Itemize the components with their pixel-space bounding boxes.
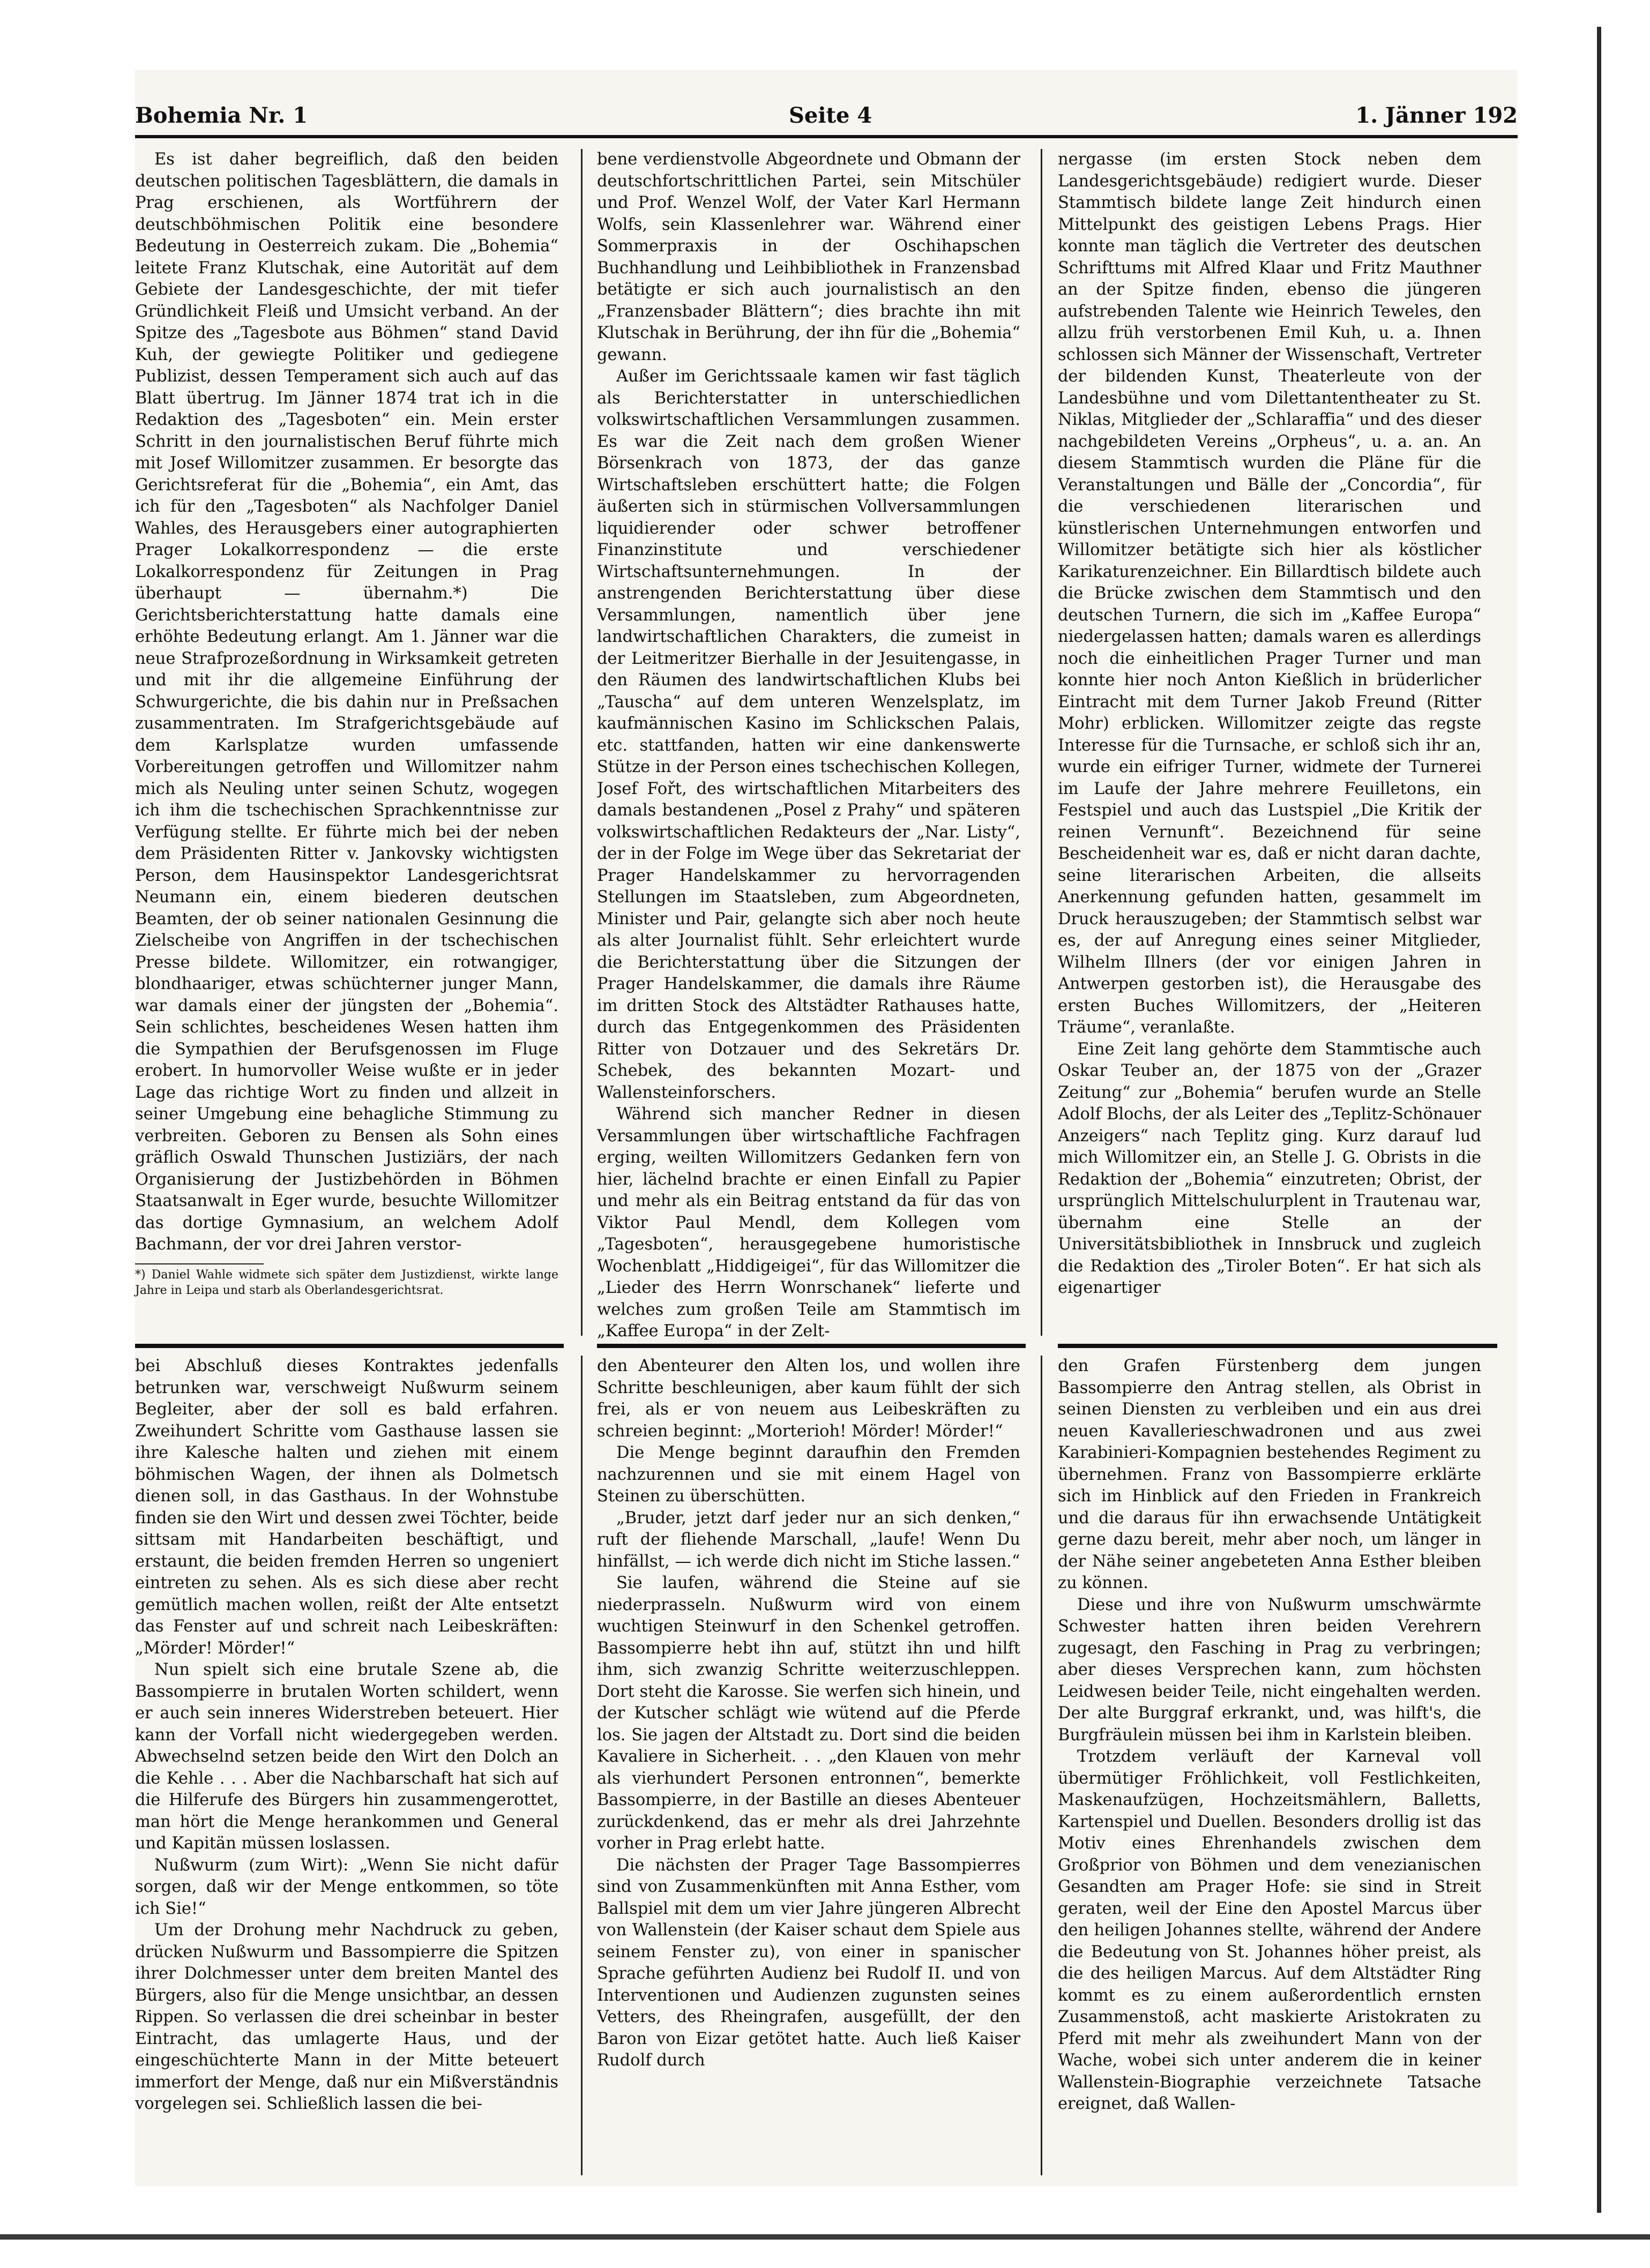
section-rule xyxy=(1058,1344,1497,1348)
column-divider xyxy=(581,1356,583,2175)
column-divider xyxy=(581,149,583,1336)
masthead-issue: Bohemia Nr. 1 xyxy=(135,103,308,128)
upper-column-2 xyxy=(597,149,1020,1381)
page-header xyxy=(135,103,1518,135)
column-divider xyxy=(1041,149,1042,1336)
page-number: Seite 4 xyxy=(789,103,872,128)
footnote: *) Daniel Wahle widmete sich später dem Justizdienst, wirkte lange Jahre in Leipa und starb als Oberlandesgerichtsrat. xyxy=(135,1268,558,1297)
paragraph: Außer im Gerichtssaale kamen wir fast täglich als Berichterstatter in unterschiedlichen volkswirtschaftlichen Versammlungen zusammen. Es war die Zeit nach dem großen Wiener Börsenkrach von 1873, der das ganze Wirtschaftsleben erschüttert hatte; die Folgen äußerten sich in stürmischen Vollversammlungen liquidierender oder schwer betroffener Finanzinstitute und verschiedener Wirtschaftsunternehmungen. In der anstrengenden Berichterstattung über diese Versammlungen, namentlich über jene landwirtschaftlichen Charakters, die zumeist in der Leitmeritzer Bierhalle in der Jesuitengasse, in den Räumen des landwirtschaftlichen Klubs bei „Tauscha“ auf dem unteren Wenzelsplatz, im kaufmännischen Kasino im Schlickschen Palais, etc. stattfanden, hatten wir eine dankenswerte Stütze in der Person eines tschechischen Kollegen, Josef Fořt, des wirtschaftlichen Mitarbeiters des damals bestandenen „Posel z Prahy“ und späteren volkswirtschaftlichen Redakteurs der „Nar. Listy“, der in der Folge im Wege über das Sekretariat der Prager Handelskammer zu hervorragenden Stellungen im Staatsleben, zum Abgeordneten, Minister und Pair, gelangte sich aber noch heute als alter Journalist fühlt. Sehr erleichtert wurde die Berichterstattung über die Sitzungen der Prager Handelskammer, die damals ihre Räume im dritten Stock des Altstädter Rathauses hatte, durch das Entgegenkommen des Präsidenten Ritter von Dotzauer und des Sekretärs Dr. Schebek, des bekannten Mozart- und Wallensteinforschers. xyxy=(597,367,1020,1102)
column-divider xyxy=(1041,1356,1042,2175)
issue-date: 1. Jänner 192 xyxy=(1355,103,1518,128)
footnote-rule xyxy=(135,1263,264,1264)
paragraph: „Bruder, jetzt darf jeder nur an sich denken,“ ruft der fliehende Marschall, „laufe! Wenn Du hinfällst, — ich werde dich nicht im Stiche lassen.“ xyxy=(597,1508,1020,1571)
paragraph: bene verdienstvolle Abgeordnete und Obmann der deutschfortschrittlichen Partei, sein Mitschüler und Prof. Wenzel Wolf, der Vater Karl Hermann Wolfs, sein Klassenlehrer war. Während einer Sommerpraxis in der Oschihapschen Buchhandlung und Leihbibliothek in Franzensbad betätigte er sich auch journalistisch an den „Franzensbader Blättern“; dies brachte ihn mit Klutschak in Berührung, der ihn für die „Bohemia“ gewann. xyxy=(597,150,1020,364)
paragraph: Während sich mancher Redner in diesen Versammlungen über wirtschaftliche Fachfragen erging, weilten Willomitzers Gedanken fern von hier, lächelnd brachte er einen Einfall zu Papier und mehr als ein Beitrag entstand da für das von Viktor Paul Mendl, dem Kollegen vom „Tagesboten“, herausgegebene humoristische Wochenblatt „Hiddigeigei“, für das Willomitzer die „Lieder des Herrn Wonrschanek“ lieferte und welches zum großen Teile am Stammtisch im „Kaffee Europa“ in der Zelt- xyxy=(597,1105,1020,1341)
lower-column-3 xyxy=(1058,1356,1481,2181)
paragraph: Trotzdem verläuft der Karneval voll übermütiger Fröhlichkeit, voll Festlichkeiten, Maskenaufzügen, Hochzeitsmählern, Balletts, Kartenspiel und Duellen. Besonders drollig ist das Motiv eines Ehrenhandels zwischen dem Großprior von Böhmen und dem venezianischen Gesandten am Prager Hofe: sie sind in Streit geraten, weil der Eine den Apostel Marcus über den heiligen Johannes stellte, während der Andere die Bedeutung von St. Johannes höher preist, als die des heiligen Marcus. Auf dem Altstädter Ring kommt es zu einem außerordentlich ernsten Zusammenstoß, acht maskierte Aristokraten zu Pferd mit mehr als zweihundert Mann von der Wache, wobei sich unter anderem die in keiner Wallenstein-Biographie verzeichnete Tatsache ereignet, daß Wallen- xyxy=(1058,1747,1481,2113)
scan-edge-right xyxy=(1597,27,1601,2213)
paragraph: Diese und ihre von Nußwurm umschwärmte Schwester hatten ihren beiden Verehrern zugesagt, den Fasching in Prag zu verbringen; aber dieses Versprechen kann, zum höchsten Leidwesen beider Teile, nicht eingehalten werden. Der alte Burggraf erkrankt, und, was hilft's, die Burgfräulein müssen bei ihm in Karlstein bleiben. xyxy=(1058,1595,1481,1745)
paragraph: nergasse (im ersten Stock neben dem Landesgerichtsgebäude) redigiert wurde. Dieser Stammtisch bildete lange Zeit hindurch einen Mittelpunkt des geistigen Lebens Prags. Hier konnte man täglich die Vertreter des deutschen Schrifttums mit Alfred Klaar und Fritz Mauthner an der Spitze finden, ebenso die jüngeren aufstrebenden Talente wie Heinrich Teweles, den allzu früh verstorbenen Emil Kuh, u. a. Ihnen schlossen sich Männer der Wissenschaft, Vertreter der bildenden Kunst, Theaterleute von der Landesbühne und vom Dilettantentheater zu St. Niklas, Mitglieder der „Schlaraffia“ und des dieser nachgebildeten Vereins „Orpheus“, u. a. an. An diesem Stammtisch wurden die Pläne für die Veranstaltungen und Bälle der „Concordia“, für die verschiedenen literarischen und künstlerischen Unternehmungen entworfen und Willomitzer betätigte sich hier als köstlicher Karikaturenzeichner. Ein Billardtisch bildete auch die Brücke zwischen dem Stammtisch und den deutschen Turnern, die sich im „Kaffee Europa“ niedergelassen hatten; damals waren es allerdings noch die einheitlichen Prager Turner und man konnte hier noch Anton Kießlich in brüderlicher Eintracht mit dem Turner Jakob Freund (Ritter Mohr) erblicken. Willomitzer zeigte das regste Interesse für die Turnsache, er schloß sich ihr an, wurde ein eifriger Turner, widmete der Turnerei im Laufe der Jahre mehrere Feuilletons, ein Festspiel und auch das Lustspiel „Die Kritik der reinen Vernunft“. Bezeichnend für seine Bescheidenheit war es, daß er nicht daran dachte, seine literarischen Arbeiten, die allseits Anerkennung gefunden hatten, gesammelt im Druck herauszugeben; der Stammtisch selbst war es, der auf Anregung eines seiner Mitglieder, Wilhelm Illners (der vor einigen Jahren in Antwerpen gestorben ist), die Herausgabe des ersten Buches Willomitzers, der „Heiteren Träume“, veranlaßte. xyxy=(1058,150,1481,1037)
section-rule xyxy=(597,1344,1026,1348)
paragraph: Sie laufen, während die Steine auf sie niederprasseln. Nußwurm wird von einem wuchtigen Steinwurf in den Schenkel getroffen. Bassompierre hebt ihn auf, stützt ihn und hilft ihm, sich zwanzig Schritte weiterzuschleppen. Dort steht die Karosse. Sie werfen sich hinein, und der Kutscher schlägt wie wütend auf die Pferde los. Sie jagen der Altstadt zu. Dort sind die beiden Kavaliere in Sicherheit. . . „den Klauen von mehr als vierhundert Personen entronnen“, bemerkte Bassompierre, in der Bastille an dieses Abenteuer zurückdenkend, das er mehr als drei Jahrzehnte vorher in Prag erlebt hatte. xyxy=(597,1574,1020,1853)
newspaper-page xyxy=(135,70,1518,2186)
paragraph: Nun spielt sich eine brutale Szene ab, die Bassompierre in brutalen Worten schildert, wenn er auch sein inneres Widerstreben beteuert. Hier kann der Vorfall nicht wiedergegeben werden. Abwechselnd setzen beide den Wirt den Dolch an die Kehle . . . Aber die Nachbarschaft hat sich auf die Hilferufe des Bürgers hin zusammengerottet, man hört die Menge herankommen und General und Kapitän müssen loslassen. xyxy=(135,1660,558,1853)
upper-column-3 xyxy=(1058,149,1481,1381)
lower-column-2 xyxy=(597,1356,1020,2181)
paragraph: Die Menge beginnt daraufhin den Fremden nachzurennen und sie mit einem Hagel von Steinen zu überschütten. xyxy=(597,1443,1020,1506)
paragraph: Um der Drohung mehr Nachdruck zu geben, drücken Nußwurm und Bassompierre die Spitzen ihrer Dolchmesser unter dem breiten Mantel des Bürgers, also für die Menge unsichtbar, an dessen Rippen. So verlassen die drei scheinbar in bester Eintracht, das umlagerte Haus, und der eingeschüchterte Mann in der Mitte beteuert immerfort der Menge, daß nur ein Mißverständnis vorgelegen sei. Schließlich lassen die bei- xyxy=(135,1921,558,2113)
header-rule xyxy=(135,135,1518,138)
scan-edge-bottom xyxy=(0,2234,1650,2240)
paragraph: den Abenteurer den Alten los, und wollen ihre Schritte beschleunigen, aber kaum fühlt der sich frei, als er von neuem aus Leibeskräften zu schreien beginnt: „Morterioh! Mörder! Mörder!“ xyxy=(597,1357,1020,1441)
paragraph: Nußwurm (zum Wirt): „Wenn Sie nicht dafür sorgen, daß wir der Menge entkommen, so töte ich Sie!“ xyxy=(135,1855,558,1918)
paragraph: Die nächsten der Prager Tage Bassompierres sind von Zusammenkünften mit Anna Esther, vom Ballspiel mit dem um vier Jahre jüngeren Albrecht von Wallenstein (der Kaiser schaut dem Spiele aus seinem Fenster zu), von einer in spanischer Sprache geführten Audienz bei Rudolf II. und von Interventionen und Audienzen zugunsten seines Vetters, des Rheingrafen, ausgefüllt, der den Baron von Eizar getötet hatte. Auch ließ Kaiser Rudolf durch xyxy=(597,1855,1020,2070)
upper-column-1 xyxy=(135,149,558,1253)
paragraph: den Grafen Fürstenberg dem jungen Bassompierre den Antrag stellen, als Obrist in seinen Diensten zu verbleiben und ein aus drei neuen Kavallerieschwadronen und aus zwei Karabinieri-Kompagnien bestehendes Regiment zu übernehmen. Franz von Bassompierre erklärte sich im Hinblick auf den Frieden in Frankreich und die daraus für ihn erwachsende Untätigkeit gerne dazu bereit, mehr aber noch, um länger in der Nähe seiner angebeteten Anna Esther bleiben zu können. xyxy=(1058,1357,1481,1592)
paragraph: Es ist daher begreiflich, daß den beiden deutschen politischen Tagesblättern, die damals in Prag erschienen, als Wortführern der deutschböhmischen Politik eine besondere Bedeutung in Oesterreich zukam. Die „Bohemia“ leitete Franz Klutschak, eine Autorität auf dem Gebiete der Landesgeschichte, der mit tiefer Gründlichkeit Fleiß und Umsicht verband. An der Spitze des „Tagesbote aus Böhmen“ stand David Kuh, der gewiegte Politiker und gediegene Publizist, dessen Temperament sich auch auf das Blatt übertrug. Im Jänner 1874 trat ich in die Redaktion des „Tagesboten“ ein. Mein erster Schritt in den journalistischen Beruf führte mich mit Josef Willomitzer zusammen. Er besorgte das Gerichtsreferat für die „Bohemia“, ein Amt, das ich für den „Tagesboten“ als Nachfolger Daniel Wahles, des Herausgebers einer autographierten Prager Lokalkorrespondenz — die erste Lokalkorrespondenz für Zeitungen in Prag überhaupt — übernahm.*) Die Gerichtsberichterstattung hatte damals eine erhöhte Bedeutung erlangt. Am 1. Jänner war die neue Strafprozeßordnung in Wirksamkeit getreten und mit ihr die allgemeine Einführung der Schwurgerichte, die bis dahin nur in Preßsachen zusammentraten. Im Strafgerichtsgebäude auf dem Karlsplatze wurden umfassende Vorbereitungen getroffen und Willomitzer nahm mich als Neuling unter seinen Schutz, wogegen ich ihm die tschechischen Sprachkenntnisse zur Verfügung stellte. Er führte mich bei der neben dem Präsidenten Ritter v. Jankovsky wichtigsten Person, dem Hausinspektor Landesgerichtsrat Neumann ein, einem biederen deutschen Beamten, der ob seiner nationalen Gesinnung die Zielscheibe von Angriffen in der tschechischen Presse bildete. Willomitzer, ein rotwangiger, blondhaariger, etwas schüchterner junger Mann, war damals einer der jüngsten der „Bohemia“. Sein schlichtes, bescheidenes Wesen hatten ihm die Sympathien der Berufsgenossen im Fluge erobert. In humorvoller Weise wußte er in jeder Lage das richtige Wort zu finden und allzeit in seiner Umgebung eine behagliche Stimmung zu verbreiten. Geboren zu Bensen als Sohn eines gräflich Oswald Thunschen Justiziärs, der nach Organisierung der Justizbehörden in Böhmen Staatsanwalt in Eger wurde, besuchte Willomitzer das dortige Gymnasium, an welchem Adolf Bachmann, der vor drei Jahren verstor- xyxy=(135,150,558,1253)
paragraph: Eine Zeit lang gehörte dem Stammtische auch Oskar Teuber an, der 1875 von der „Grazer Zeitung“ zur „Bohemia“ berufen wurde an Stelle Adolf Blochs, der als Leiter des „Teplitz-Schönauer Anzeigers“ nach Teplitz ging. Kurz darauf lud mich Willomitzer ein, an Stelle J. G. Obrists in die Redaktion der „Bohemia“ einzutreten; Obrist, der ursprünglich Mittelschulurplent in Trautenau war, übernahm eine Stelle an der Universitätsbibliothek in Innsbruck und zugleich die Redaktion des „Tiroler Boten“. Er hat sich als eigenartiger xyxy=(1058,1039,1481,1297)
section-rule xyxy=(135,1344,564,1348)
paragraph: bei Abschluß dieses Kontraktes jedenfalls betrunken war, verschweigt Nußwurm seinem Begleiter, aber der soll es bald erfahren. Zweihundert Schritte vom Gasthause lassen sie ihre Kalesche halten und ziehen mit einem böhmischen Wagen, der ihnen als Dolmetsch dienen soll, in das Gasthaus. In der Wohnstube finden sie den Wirt und dessen zwei Töchter, beide sittsam mit Handarbeiten beschäftigt, und erstaunt, die beiden fremden Herren so ungeniert eintreten zu sehen. Als es sich diese aber recht gemütlich machen wollen, reißt der Alte entsetzt das Fenster auf und schreit nach Leibeskräften: „Mörder! Mörder!“ xyxy=(135,1357,558,1658)
lower-column-1 xyxy=(135,1356,558,2181)
